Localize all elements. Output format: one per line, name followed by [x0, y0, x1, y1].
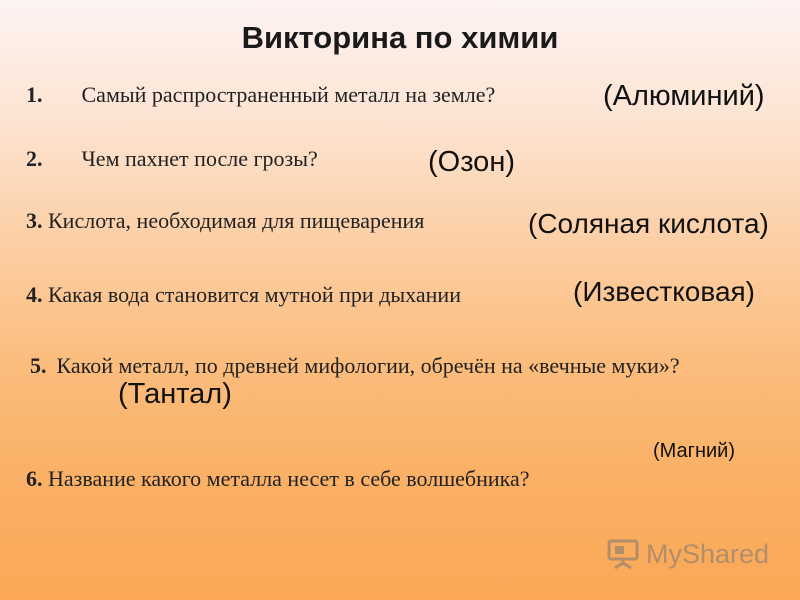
question-text: Название какого металла несет в себе волшебника?: [48, 466, 530, 491]
answer-2: (Озон): [428, 146, 515, 178]
question-text: Чем пахнет после грозы?: [81, 146, 318, 171]
question-number: 5.: [30, 353, 47, 378]
question-number: 3.: [26, 208, 43, 233]
question-text: Какой металл, по древней мифологии, обречён на «вечные муки»?: [56, 353, 680, 378]
watermark-logo: [606, 538, 769, 570]
answer-6: (Магний): [653, 440, 736, 462]
question-number: 6.: [26, 466, 43, 491]
question-5: [4, 350, 776, 381]
question-2: [26, 146, 318, 172]
answer-4: (Известковая): [573, 276, 755, 307]
question-number: 2.: [26, 146, 43, 171]
presentation-board-icon: [606, 538, 640, 570]
question-3: [26, 208, 424, 234]
answer-1: (Алюминий): [603, 80, 765, 112]
answer-3: (Соляная кислота): [528, 208, 769, 239]
question-number: 4.: [26, 282, 43, 307]
question-text: Кислота, необходимая для пищеварения: [48, 208, 425, 233]
question-4: [26, 282, 461, 308]
answer-5: (Тантал): [118, 378, 232, 410]
question-text: Самый распространенный металл на земле?: [81, 82, 496, 107]
question-text: Какая вода становится мутной при дыхании: [48, 282, 461, 307]
question-1: [26, 82, 495, 108]
question-6: [26, 466, 530, 492]
question-number: 1.: [26, 82, 43, 107]
page-title: Викторина по химии: [241, 20, 559, 55]
watermark-text: MyShared: [646, 538, 770, 569]
